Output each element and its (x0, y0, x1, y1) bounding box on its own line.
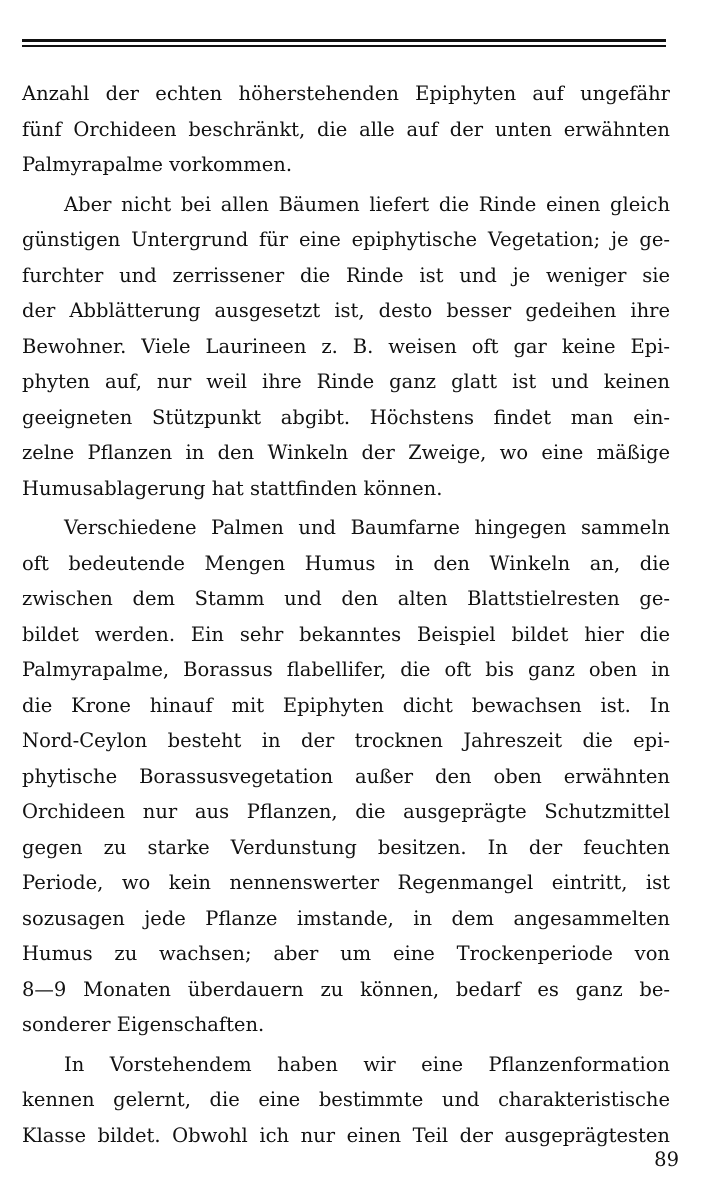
text-line: fünf Orchideen beschränkt, die alle auf der unten erwähnten (22, 117, 670, 141)
text-line: Palmyrapalme, Borassus flabellifer, die oft bis ganz oben in (22, 658, 670, 681)
text-line: Palmyrapalme vorkommen. (22, 153, 293, 176)
text-line: der Abblätterung ausgesetzt ist, desto besser gedeihen ihre (22, 299, 670, 322)
text-line: gegen zu starke Verdunstung besitzen. In der feuchten (22, 835, 670, 859)
text-line: furchter und zerrissener die Rinde ist und je weniger sie (22, 263, 670, 287)
page-number: 89 (654, 1148, 679, 1171)
text-line: oft bedeutende Mengen Humus in den Winkeln an, die (22, 551, 670, 575)
text-line: Orchideen nur aus Pflanzen, die ausgeprägte Schutzmittel (22, 800, 670, 823)
text-line: phyten auf, nur weil ihre Rinde ganz glatt ist und keinen (22, 370, 670, 393)
text-line: die Krone hinauf mit Epiphyten dicht bewachsen ist. In (22, 693, 670, 717)
text-line: zwischen dem Stamm und den alten Blattstielresten ge- (22, 587, 670, 610)
text-line: Klasse bildet. Obwohl ich nur einen Teil der ausgeprägtesten (22, 1123, 670, 1147)
text-line: Humus zu wachsen; aber um eine Trockenperiode von (22, 942, 670, 965)
body-text (22, 76, 670, 1153)
text-line: phytische Borassusvegetation außer den oben erwähnten (22, 764, 670, 788)
text-line: geeigneten Stützpunkt abgibt. Höchstens findet man ein- (22, 405, 670, 429)
text-line: Verschiedene Palmen und Baumfarne hingegen sammeln (64, 516, 670, 539)
text-line: Anzahl der echten höherstehenden Epiphyten auf ungefähr (22, 82, 670, 105)
header-rule-top (22, 39, 666, 42)
text-line: Humusablagerung hat stattfinden können. (22, 476, 443, 500)
text-line: Bewohner. Viele Laurineen z. B. weisen oft gar keine Epi- (22, 334, 670, 358)
text-line: sozusagen jede Pflanze imstande, in dem angesammelten (22, 906, 670, 930)
text-line: Aber nicht bei allen Bäumen liefert die Rinde einen gleich (64, 192, 670, 216)
text-line: sonderer Eigenschaften. (22, 1013, 265, 1036)
text-line: zelne Pflanzen in den Winkeln der Zweige, wo eine mäßige (22, 441, 670, 464)
text-line: kennen gelernt, die eine bestimmte und charakteristische (22, 1088, 670, 1111)
text-line: Periode, wo kein nennenswerter Regenmangel eintritt, ist (22, 871, 670, 894)
text-line: In Vorstehendem haben wir eine Pflanzenformation (64, 1052, 670, 1076)
text-line: 8—9 Monaten überdauern zu können, bedarf es ganz be- (22, 977, 670, 1001)
text-line: bildet werden. Ein sehr bekanntes Beispiel bildet hier die (22, 622, 670, 646)
header-rule-bottom (22, 45, 666, 47)
text-line: günstigen Untergrund für eine epiphytische Vegetation; je ge- (22, 228, 670, 251)
text-line: Nord-Ceylon besteht in der trocknen Jahreszeit die epi- (22, 729, 670, 752)
